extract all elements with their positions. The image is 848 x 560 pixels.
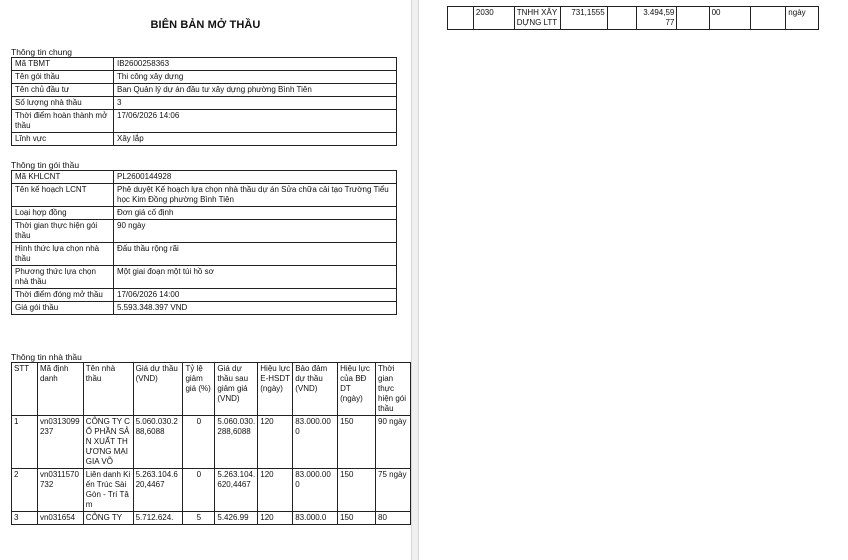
- table-cell: 75 ngày: [376, 469, 411, 512]
- package-info-heading: Thông tin gói thầu: [11, 160, 80, 170]
- column-header: Giá dự thầu sau giảm giá (VND): [215, 363, 258, 416]
- field-label: Hình thức lựa chọn nhà thầu: [12, 243, 114, 266]
- field-label: Giá gói thầu: [12, 302, 114, 315]
- field-value: 5.593.348.397 VND: [114, 302, 397, 315]
- table-cell: 5.712.624.: [133, 512, 183, 525]
- field-label: Phương thức lựa chọn nhà thầu: [12, 266, 114, 289]
- field-label: Thời điểm hoàn thành mở thầu: [12, 110, 114, 133]
- table-row: [12, 133, 397, 146]
- table-cell: 120: [258, 416, 293, 469]
- bidder-info-table: [11, 362, 411, 525]
- document-title: BIÊN BẢN MỞ THẦU: [150, 19, 261, 31]
- column-header: Hiệu lực E-HSDT (ngày): [258, 363, 293, 416]
- table-cell: 83.000.0: [293, 512, 338, 525]
- table-row: [12, 71, 397, 84]
- column-header: Tên nhà thầu: [83, 363, 133, 416]
- bidder-table-continuation: [447, 6, 819, 30]
- column-header: Giá dự thầu (VND): [133, 363, 183, 416]
- field-value: 17/06/2026 14:06: [114, 110, 397, 133]
- table-row: [12, 220, 397, 243]
- field-value: Phê duyệt Kế hoạch lựa chọn nhà thầu dự án Sửa chữa cải tạo Trường Tiểu học Kim Đồng phường Bình Tiên: [114, 184, 397, 207]
- table-cell: 120: [258, 469, 293, 512]
- table-cell: 00: [709, 7, 751, 30]
- table-row: [12, 97, 397, 110]
- field-value: 17/06/2026 14:00: [114, 289, 397, 302]
- field-value: Xây lắp: [114, 133, 397, 146]
- table-cell: CÔNG TY CỔ PHẦN SẢN XUẤT THƯƠNG MẠI GIA VÕ: [83, 416, 133, 469]
- column-header: Mã định danh: [37, 363, 83, 416]
- table-cell: 5.060.030.288,6088: [215, 416, 258, 469]
- field-label: Số lượng nhà thầu: [12, 97, 114, 110]
- table-cell: 3.494,5977: [637, 7, 677, 30]
- table-cell: 5.426.99: [215, 512, 258, 525]
- table-cell: 83.000.000: [293, 416, 338, 469]
- bidder-info-heading: Thông tin nhà thầu: [11, 352, 82, 362]
- table-cell: 150: [338, 416, 376, 469]
- table-cell: 2: [12, 469, 38, 512]
- table-row: [12, 289, 397, 302]
- field-value: Một giai đoạn một túi hồ sơ: [114, 266, 397, 289]
- page-separator: [411, 0, 419, 560]
- table-cell: 2030: [473, 7, 514, 30]
- table-cell: 0: [183, 469, 215, 512]
- table-cell: 120: [258, 512, 293, 525]
- field-label: Thời gian thực hiện gói thầu: [12, 220, 114, 243]
- table-row: [12, 110, 397, 133]
- field-label: Mã KHLCNT: [12, 171, 114, 184]
- table-row: [12, 171, 397, 184]
- table-cell: 1: [12, 416, 38, 469]
- field-label: Loại hợp đồng: [12, 207, 114, 220]
- table-cell: 83.000.000: [293, 469, 338, 512]
- table-row: [12, 302, 397, 315]
- table-row: [12, 243, 397, 266]
- table-row: [12, 469, 411, 512]
- general-info-table: [11, 57, 397, 146]
- table-cell: vn0311570732: [37, 469, 83, 512]
- table-cell: 5.263.104.620,4467: [133, 469, 183, 512]
- column-header: STT: [12, 363, 38, 416]
- field-label: Tên chủ đầu tư: [12, 84, 114, 97]
- field-label: Lĩnh vực: [12, 133, 114, 146]
- table-cell: vn031654: [37, 512, 83, 525]
- table-cell: TNHH XÂY DỰNG LTT: [514, 7, 561, 30]
- column-header: Hiệu lực của BĐ DT (ngày): [338, 363, 376, 416]
- general-info-heading: Thông tin chung: [11, 47, 72, 57]
- table-cell: 5.263.104.620,4467: [215, 469, 258, 512]
- column-header: Bảo đảm dự thầu (VND): [293, 363, 338, 416]
- field-label: Mã TBMT: [12, 58, 114, 71]
- table-cell: Liên danh Kiến Trúc Sài Gòn - Trí Tâm: [83, 469, 133, 512]
- package-info-table: [11, 170, 397, 315]
- field-value: PL2600144928: [114, 171, 397, 184]
- table-cell: [677, 7, 709, 30]
- table-cell: 0: [183, 416, 215, 469]
- table-cell: 150: [338, 512, 376, 525]
- field-value: Thi công xây dựng: [114, 71, 397, 84]
- table-row: [12, 207, 397, 220]
- column-header: Tỷ lệ giảm giá (%): [183, 363, 215, 416]
- table-row: [12, 184, 397, 207]
- column-header: Thời gian thực hiện gói thầu: [376, 363, 411, 416]
- field-value: 3: [114, 97, 397, 110]
- table-cell: 3: [12, 512, 38, 525]
- table-cell: [751, 7, 786, 30]
- field-value: Ban Quản lý dự án đầu tư xây dựng phường Bình Tiên: [114, 84, 397, 97]
- table-row: [12, 416, 411, 469]
- table-cell: [448, 7, 474, 30]
- table-row: [448, 7, 819, 30]
- table-cell: CÔNG TY: [83, 512, 133, 525]
- table-cell: 5.060.030.288,6088: [133, 416, 183, 469]
- field-value: IB2600258363: [114, 58, 397, 71]
- field-label: Thời điểm đóng mở thầu: [12, 289, 114, 302]
- document-page-right: [419, 0, 848, 560]
- field-value: Đấu thầu rộng rãi: [114, 243, 397, 266]
- table-row: [12, 84, 397, 97]
- table-cell: 150: [338, 469, 376, 512]
- table-row: [12, 512, 411, 525]
- field-value: 90 ngày: [114, 220, 397, 243]
- field-label: Tên kế hoạch LCNT: [12, 184, 114, 207]
- table-cell: ngày: [786, 7, 819, 30]
- table-cell: 90 ngày: [376, 416, 411, 469]
- table-cell: [607, 7, 637, 30]
- table-cell: 731,1555: [561, 7, 607, 30]
- field-label: Tên gói thầu: [12, 71, 114, 84]
- document-page-left: [0, 0, 411, 560]
- table-cell: 80: [376, 512, 411, 525]
- field-value: Đơn giá cố định: [114, 207, 397, 220]
- table-row: [12, 266, 397, 289]
- table-row: [12, 58, 397, 71]
- table-cell: vn0313099237: [37, 416, 83, 469]
- table-cell: 5: [183, 512, 215, 525]
